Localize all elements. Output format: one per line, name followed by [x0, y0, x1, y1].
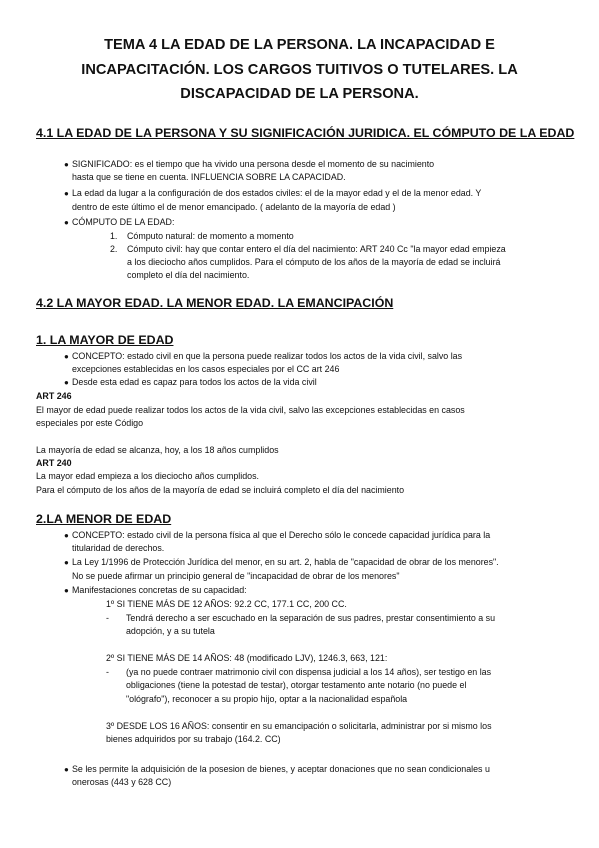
- menor-12-detail-line-1: Tendrá derecho a ser escuchado en la separación de sus padres, prestar consentimiento a su: [126, 613, 496, 623]
- menor-14-detail-line-1: (ya no puede contraer matrimonio civil con dispensa judicial a los 14 años), ser testigo en las: [126, 667, 492, 677]
- section-4-1-heading: 4.1 LA EDAD DE LA PERSONA Y SU SIGNIFICACIÓN JURIDICA. EL CÓMPUTO DE LA EDAD: [36, 126, 575, 140]
- bullet-icon: ●: [64, 378, 69, 387]
- bullet-icon: ●: [64, 531, 69, 540]
- menor-16-anos-line-1: 3º DESDE LOS 16 AÑOS: consentir en su emancipación o solicitarla, administrar por si mismo los: [106, 721, 492, 731]
- list-number: 1.: [110, 231, 118, 241]
- art-246-label: ART 246: [36, 391, 72, 401]
- doc-title-line-2: INCAPACITACIÓN. LOS CARGOS TUITIVOS O TUTELARES. LA: [81, 62, 518, 78]
- menor-14-detail-line-2: obligaciones (tiene la potestad de testar), otorgar testamento ante notario (no puede el: [126, 680, 467, 690]
- bullet-icon: ●: [64, 189, 69, 198]
- s41-item-1: Cómputo natural: de momento a momento: [127, 231, 294, 241]
- s41-bullet-1-line-1: SIGNIFICADO: es el tiempo que ha vivido una persona desde el momento de su nacimiento: [72, 159, 435, 169]
- menor-bullet-2-line-1: La Ley 1/1996 de Protección Jurídica del menor, en su art. 2, habla de "capacidad de obrar de los menores".: [72, 557, 499, 567]
- doc-title-line-1: TEMA 4 LA EDAD DE LA PERSONA. LA INCAPACIDAD E: [104, 37, 495, 53]
- s41-bullet-2-line-2: dentro de este último el de menor emancipado. ( adelanto de la mayoría de edad ): [72, 202, 396, 212]
- bullet-icon: ●: [64, 352, 69, 361]
- menor-bullet-3: Manifestaciones concretas de su capacidad:: [72, 585, 247, 595]
- s41-item-2-line-3: completo el día del nacimiento.: [127, 270, 250, 280]
- mayor-edad-heading: 1. LA MAYOR DE EDAD: [36, 333, 174, 347]
- s41-item-2-line-2: a los dieciocho años cumplidos. Para el cómputo de los años de la mayoría de edad se incluirá: [127, 257, 501, 267]
- dash-icon: -: [106, 613, 109, 623]
- mayoria-edad-text: La mayoría de edad se alcanza, hoy, a los 18 años cumplidos: [36, 445, 279, 455]
- art-246-text-line-1: El mayor de edad puede realizar todos los actos de la vida civil, salvo las excepciones establecidas en casos: [36, 405, 465, 415]
- s41-bullet-2-line-1: La edad da lugar a la configuración de dos estados civiles: el de la mayor edad y el de la menor edad. Y: [72, 188, 482, 198]
- menor-12-detail-line-2: adopción, y a su tutela: [126, 626, 215, 636]
- menor-edad-heading: 2.LA MENOR DE EDAD: [36, 512, 172, 526]
- s41-bullet-3: CÓMPUTO DE LA EDAD:: [72, 217, 175, 227]
- art-246-text-line-2: especiales por este Código: [36, 418, 144, 428]
- art-240-text-line-2: Para el cómputo de los años de la mayoría de edad se incluirá completo el día del nacimiento: [36, 485, 405, 495]
- mayor-bullet-1-line-1: CONCEPTO: estado civil en que la persona puede realizar todos los actos de la vida civil, salvo las: [72, 351, 463, 361]
- bullet-icon: ●: [64, 160, 69, 169]
- menor-bullet-4-line-2: onerosas (443 y 628 CC): [72, 777, 172, 787]
- menor-bullet-1-line-2: titularidad de derechos.: [72, 543, 165, 553]
- menor-14-detail-line-3: "ológrafo"), reconocer a su propio hijo, optar a la nacionalidad española: [126, 694, 408, 704]
- mayor-bullet-2: Desde esta edad es capaz para todos los actos de la vida civil: [72, 377, 317, 387]
- s41-bullet-1-line-2: hasta que se tiene en cuenta. INFLUENCIA SOBRE LA CAPACIDAD.: [72, 172, 346, 182]
- doc-title-line-3: DISCAPACIDAD DE LA PERSONA.: [180, 86, 419, 102]
- section-4-2-heading: 4.2 LA MAYOR EDAD. LA MENOR EDAD. LA EMANCIPACIÓN: [36, 296, 394, 310]
- menor-bullet-2-line-2: No se puede afirmar un principio general de "incapacidad de obrar de los menores": [72, 571, 400, 581]
- bullet-icon: ●: [64, 558, 69, 567]
- mayor-bullet-1-line-2: excepciones establecidas en los casos especiales por el CC art 246: [72, 364, 340, 374]
- bullet-icon: ●: [64, 218, 69, 227]
- s41-item-2-line-1: Cómputo civil: hay que contar entero el día del nacimiento: ART 240 Cc "la mayor edad empieza: [127, 244, 506, 254]
- menor-bullet-4-line-1: Se les permite la adquisición de la posesion de bienes, y aceptar donaciones que no sean condicionales u: [72, 764, 490, 774]
- bullet-icon: ●: [64, 586, 69, 595]
- art-240-label: ART 240: [36, 458, 72, 468]
- dash-icon: -: [106, 667, 109, 677]
- menor-14-anos: 2º SI TIENE MÁS DE 14 AÑOS: 48 (modificado LJV), 1246.3, 663, 121:: [106, 653, 388, 663]
- art-240-text-line-1: La mayor edad empieza a los dieciocho años cumplidos.: [36, 471, 259, 481]
- menor-bullet-1-line-1: CONCEPTO: estado civil de la persona física al que el Derecho sólo le concede capacidad jurídica para la: [72, 530, 491, 540]
- menor-16-anos-line-2: bienes adquiridos por su trabajo (164.2. CC): [106, 734, 281, 744]
- list-number: 2.: [110, 244, 118, 254]
- bullet-icon: ●: [64, 765, 69, 774]
- menor-12-anos: 1º SI TIENE MÁS DE 12 AÑOS: 92.2 CC, 177.1 CC, 200 CC.: [106, 599, 347, 609]
